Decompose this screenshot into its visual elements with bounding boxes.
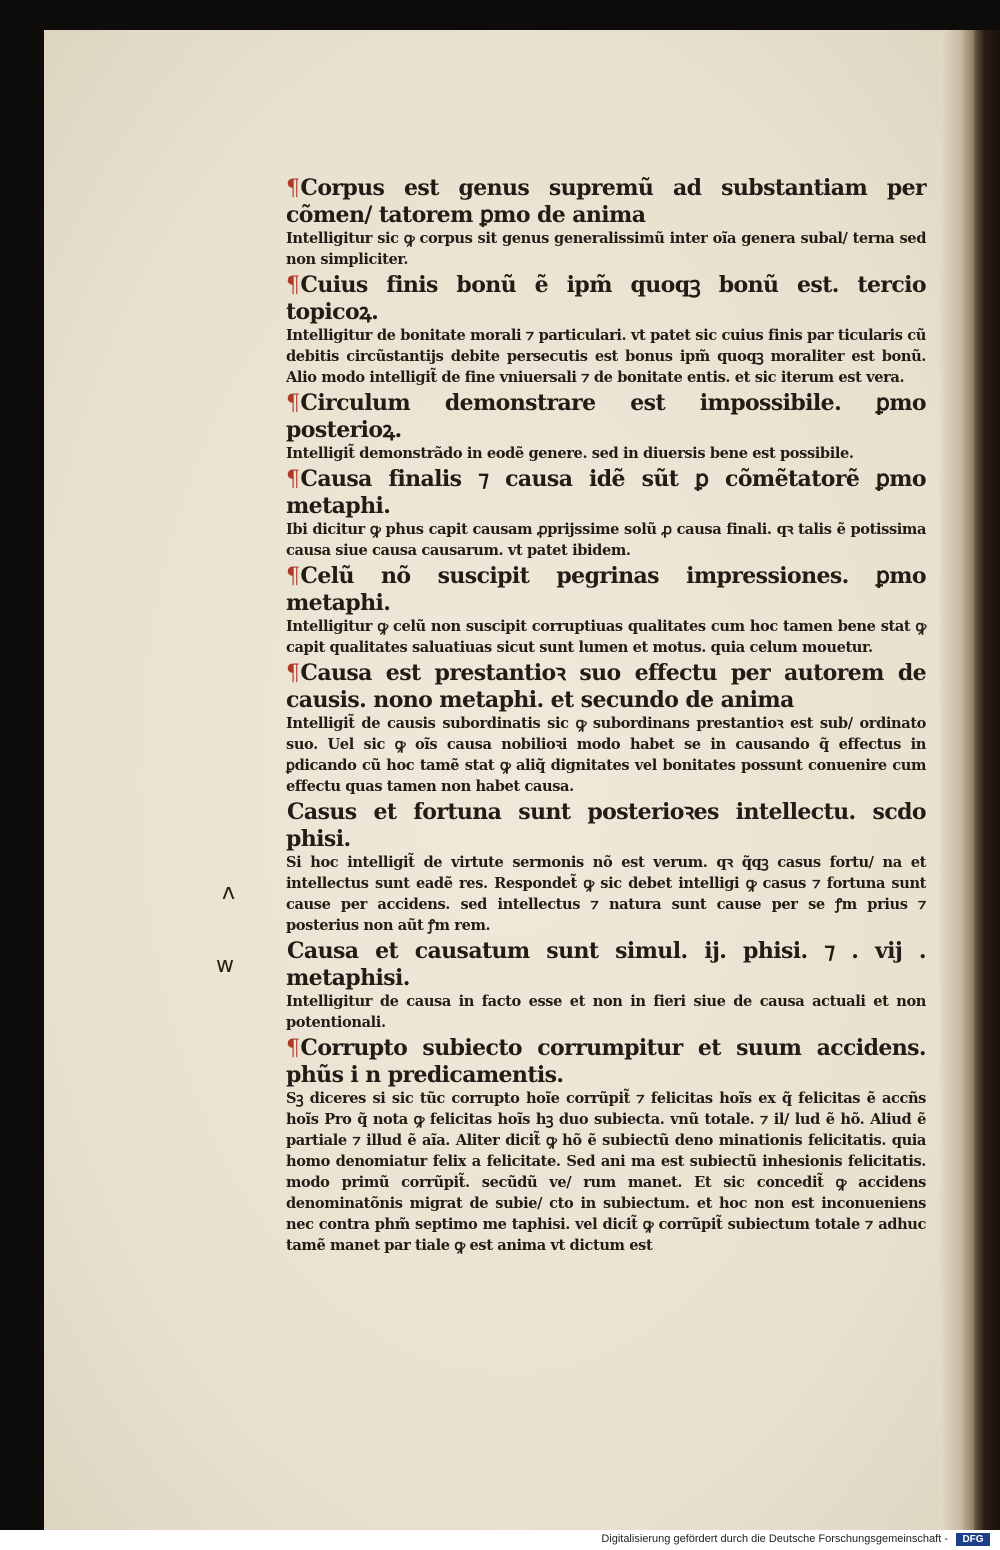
page-gutter bbox=[940, 30, 974, 1530]
heading-text: Celũ nõ suscipit pegrinas impressiones. ꝑmo metaphi. bbox=[286, 563, 926, 616]
heading-text: Corrupto subiecto corrumpitur et suum accidens. phũs i n predicamentis. bbox=[286, 1035, 926, 1088]
entry bbox=[286, 563, 926, 658]
entry-heading bbox=[286, 390, 926, 443]
entry bbox=[286, 466, 926, 561]
dfg-logo: DFG bbox=[956, 1533, 990, 1546]
pilcrow-mark: ¶ bbox=[286, 176, 300, 201]
pilcrow-mark: ¶ bbox=[286, 564, 300, 589]
pilcrow-mark: ¶ bbox=[286, 1036, 300, 1061]
heading-text: Causa finalis ⁊ causa idẽ sũt ꝑ cõmẽtatorẽ ꝑmo metaphi. bbox=[286, 466, 926, 519]
entry-heading bbox=[286, 563, 926, 616]
entry-heading bbox=[286, 272, 926, 325]
text-block bbox=[286, 175, 926, 1258]
entry-heading bbox=[286, 799, 926, 852]
heading-text: Casus et fortuna sunt posterioꝛes intellectu. scdo phisi. bbox=[286, 799, 926, 852]
entry-commentary: Intelligit̃ de causis subordinatis sic ꝙ subordinans prestantioꝛ est sub/ ordinato suo. Uel sic ꝙ oĩs causa nobilioꝛi modo habet se in causando q̃ effectus in ꝑdicando cũ hoc tamẽ stat ꝙ aliq̃ dignitates vel bonitates possunt conuenire cum effectu quas tamen non habet causa. bbox=[286, 715, 926, 795]
entry-commentary: Intelligitur de causa in facto esse et non in fieri siue de causa actuali et non potentionali. bbox=[286, 993, 926, 1031]
entry bbox=[286, 175, 926, 270]
marginal-mark: ʌ bbox=[222, 880, 236, 905]
footer-bar bbox=[0, 1530, 1000, 1550]
pilcrow-mark: ¶ bbox=[286, 273, 300, 298]
entry-heading bbox=[286, 175, 926, 228]
pilcrow-mark: ¶ bbox=[286, 661, 300, 686]
heading-text: Causa est prestantioꝛ suo effectu per autorem de causis. nono metaphi. et secundo de anima bbox=[286, 660, 926, 713]
entry-heading bbox=[286, 466, 926, 519]
entry-heading bbox=[286, 1035, 926, 1088]
funding-credit: Digitalisierung gefördert durch die Deutsche Forschungsgemeinschaft - bbox=[601, 1533, 948, 1545]
entry-commentary: Sꝫ diceres si sic tũc corrupto hoĩe corrũpit̃ ⁊ felicitas hoĩs ex q̃ felicitas ẽ accñs hoĩs Pro q̃ nota ꝙ felicitas hoĩs hꝫ duo subiecta. vnũ totale. ⁊ il/ lud ẽ hõ. Aliud ẽ partiale ⁊ illud ẽ aĩa. Aliter dicit̃ ꝙ hõ ẽ subiectũ deno minationis felicitatis. quia homo denomiatur felix a felicitate. Sed ani ma est subiectũ inhesionis felicitatis. modo primũ corrũpit̃. secũdũ ve/ rum manet. Et sic concedit̃ ꝙ accidens denominatõnis migrat de subie/ cto in subiectum. et hoc non est inconueniens nec contra phm̃ septimo me taphisi. vel dicit̃ ꝙ corrũpit̃ subiectum totale ⁊ adhuc tamẽ manet par tiale ꝙ est anima vt dictum est bbox=[286, 1090, 926, 1254]
entry-commentary: Ibi dicitur ꝙ phus capit causam ꝓprijssime solũ ꝓ causa finali. qꝛ talis ẽ potissima causa siue causa causarum. vt patet ibidem. bbox=[286, 521, 926, 559]
entry bbox=[286, 938, 926, 1033]
entry-commentary: Si hoc intelligit̃ de virtute sermonis nõ est verum. qꝛ q̃qꝫ casus fortu/ na et intellectus sunt eadẽ res. Respondet̃ ꝙ sic debet intelligi ꝙ casus ⁊ fortuna sunt cause per accidens. sed intellectus ⁊ natura sunt cause per se ꝭm prius ⁊ posterius non aũt ꝭm rem. bbox=[286, 854, 926, 934]
heading-text: Cuius finis bonũ ẽ ipm̃ quoqꝫ bonũ est. tercio topicoꝝ. bbox=[286, 272, 926, 325]
heading-text: Circulum demonstrare est impossibile. ꝑmo posterioꝝ. bbox=[286, 390, 926, 443]
pilcrow-mark: ¶ bbox=[286, 467, 300, 492]
entry bbox=[286, 660, 926, 797]
entry bbox=[286, 1035, 926, 1256]
entry-commentary: Intelligitur ꝙ celũ non suscipit corruptiuas qualitates cum hoc tamen bene stat ꝙ capit qualitates saluatiuas sicut sunt lumen et motus. quia celum mouetur. bbox=[286, 618, 926, 656]
entry bbox=[286, 272, 926, 388]
marginal-mark: w bbox=[216, 953, 234, 978]
entry bbox=[286, 390, 926, 464]
entry-heading bbox=[286, 660, 926, 713]
heading-text: Causa et causatum sunt simul. ij. phisi. ⁊ . vij . metaphisi. bbox=[286, 938, 926, 991]
entry bbox=[286, 799, 926, 936]
heading-text: Corpus est genus supremũ ad substantiam per cõmen/ tatorem ꝑmo de anima bbox=[286, 175, 926, 228]
entry-commentary: Intelligitur sic ꝙ corpus sit genus generalissimũ inter oĩa genera subal/ terna sed non simpliciter. bbox=[286, 230, 926, 268]
book-edge bbox=[974, 30, 1000, 1530]
entry-heading bbox=[286, 938, 926, 991]
pilcrow-mark: ¶ bbox=[286, 391, 300, 416]
entry-commentary: Intelligitur de bonitate morali ⁊ particulari. vt patet sic cuius finis par ticularis cũ debitis circũstantijs debite persecutis est bonus ipm̃ quoqꝫ moraliter est bonũ. Alio modo intelligit̃ de fine vniuersali ⁊ de bonitate entis. et sic iterum est vera. bbox=[286, 327, 926, 386]
entry-commentary: Intelligit̃ demonstrãdo in eodẽ genere. sed in diuersis bene est possibile. bbox=[286, 445, 854, 462]
